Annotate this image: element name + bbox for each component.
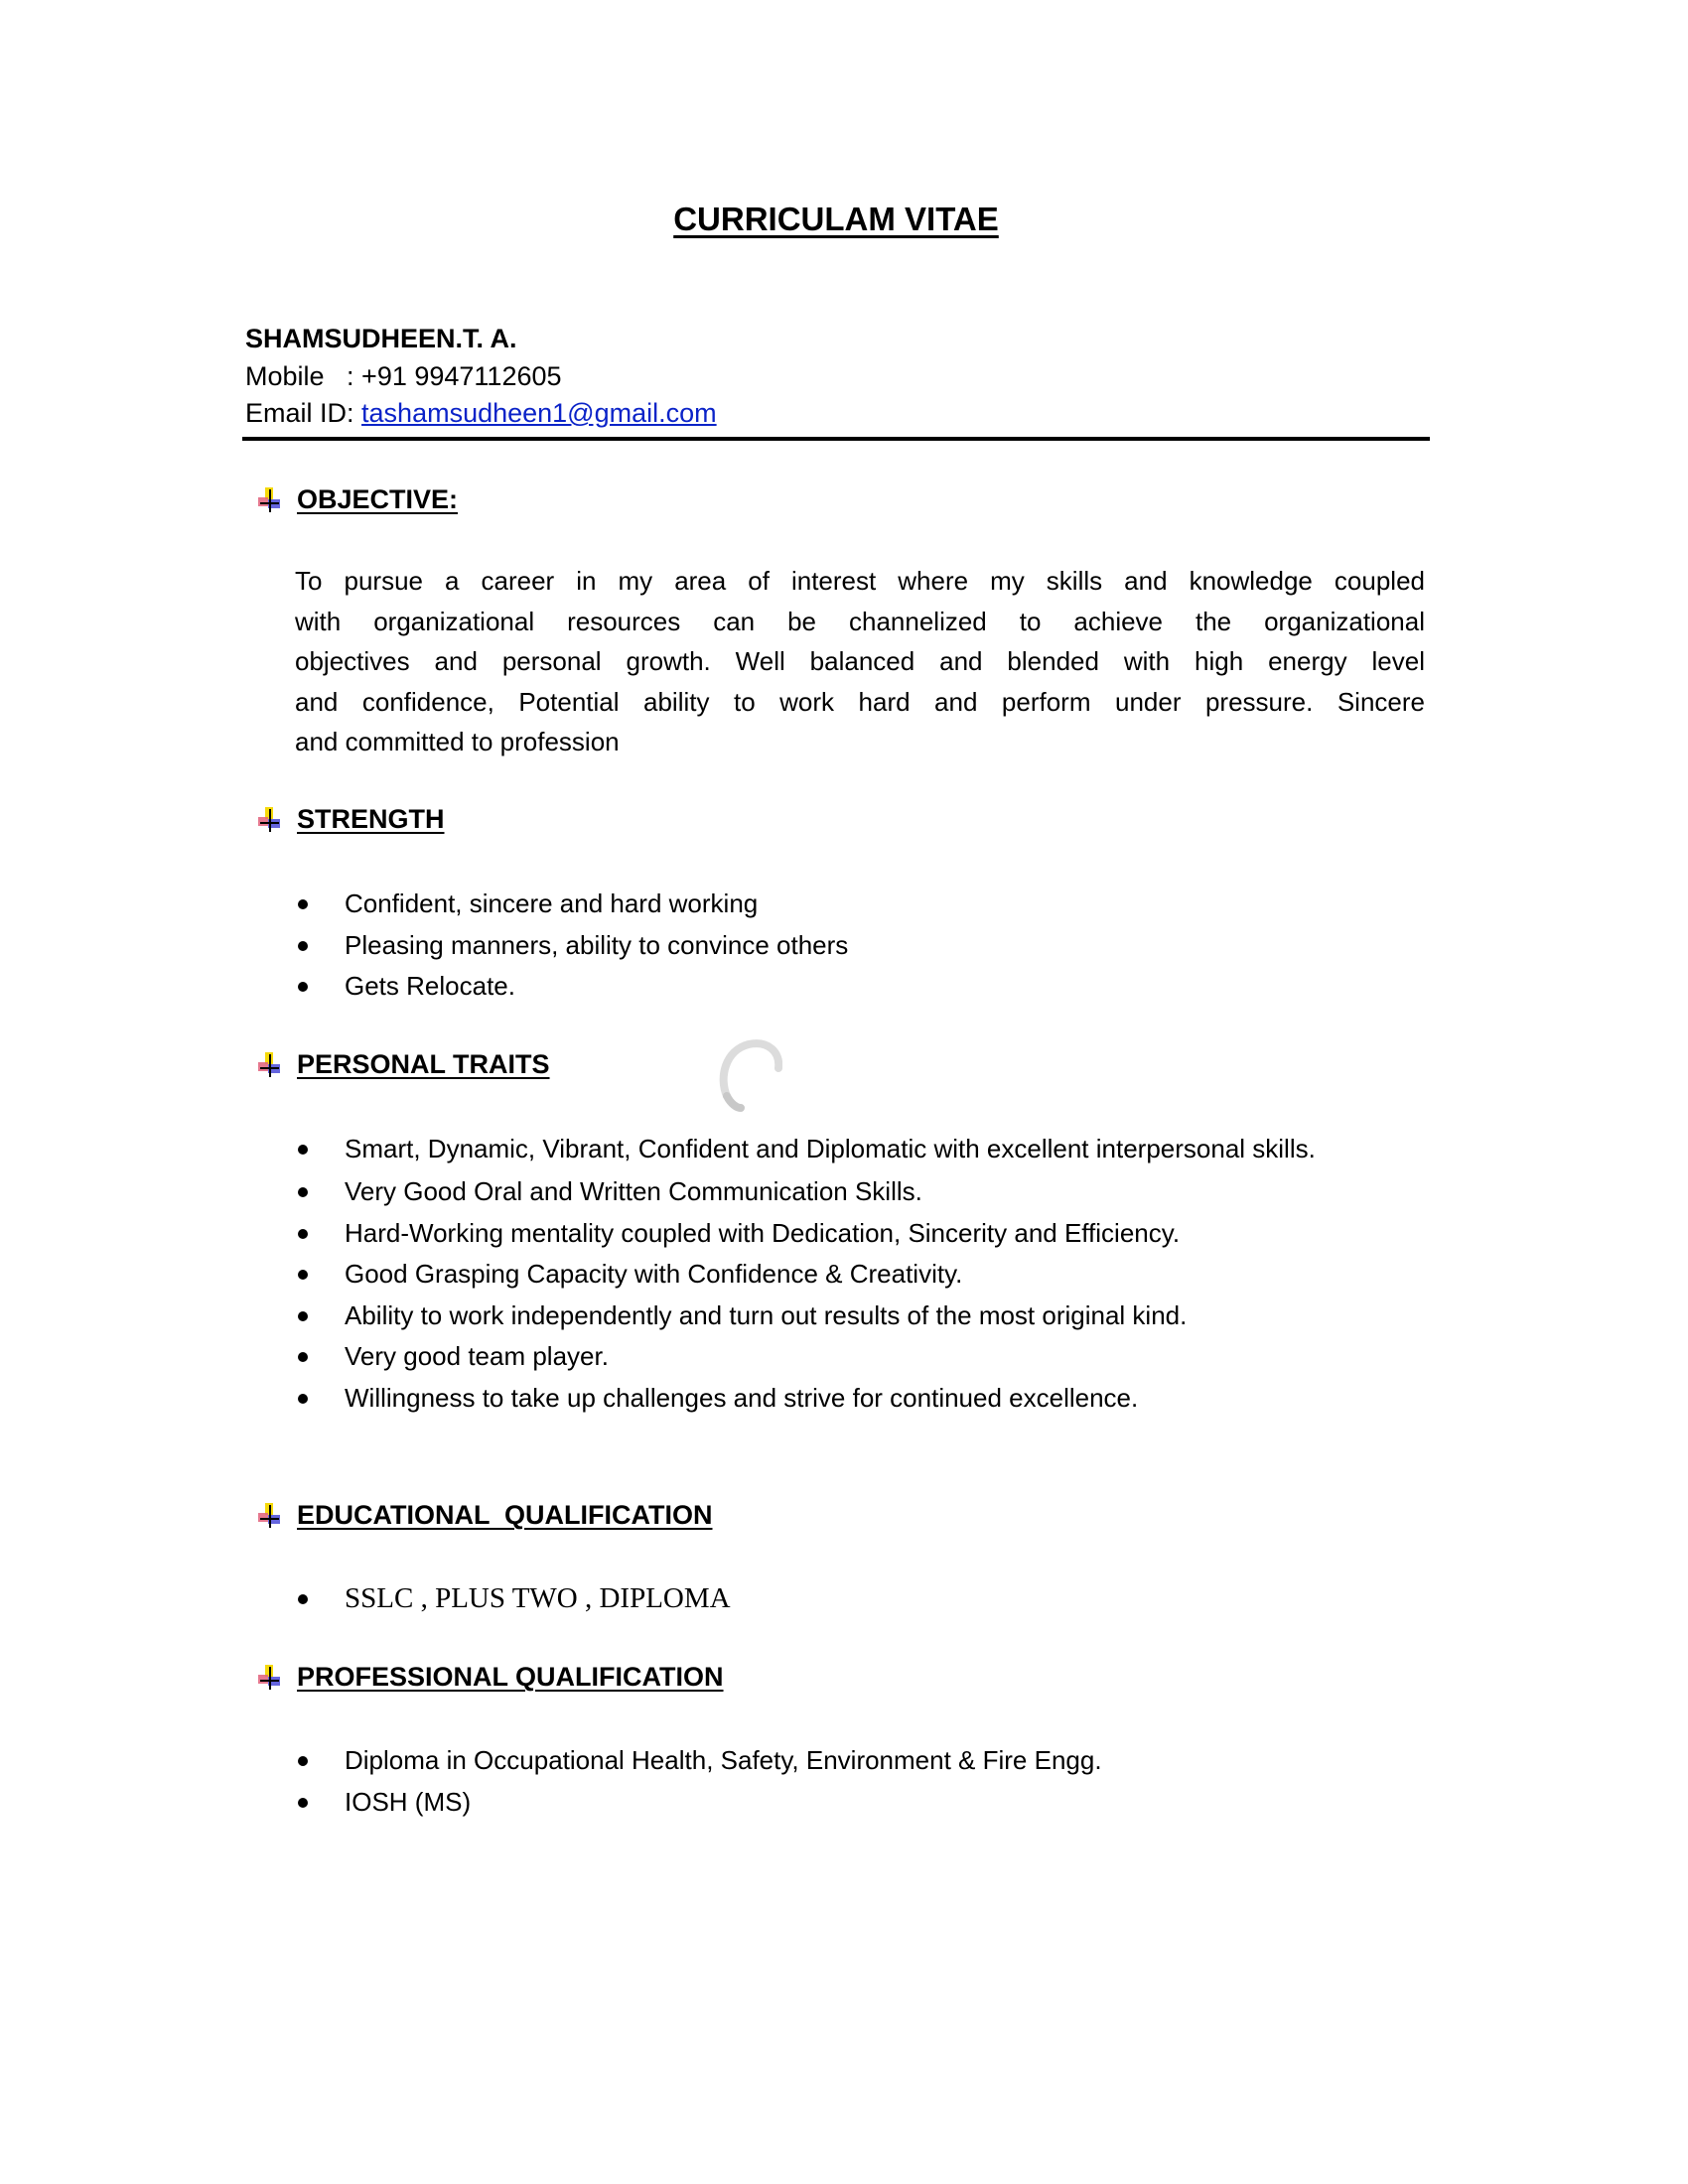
section-bullet-icon [258, 1503, 280, 1529]
list-item: Good Grasping Capacity with Confidence & Creativity. [295, 1254, 1427, 1296]
list-item: Confident, sincere and hard working [295, 884, 1427, 925]
professional-heading: PROFESSIONAL QUALIFICATION [258, 1662, 724, 1693]
section-bullet-icon [258, 807, 280, 833]
education-heading: EDUCATIONAL QUALIFICATION [258, 1500, 712, 1531]
loading-spinner-icon [717, 1038, 782, 1114]
list-item: Ability to work independently and turn out results of the most original kind. [295, 1296, 1427, 1337]
list-item: Pleasing manners, ability to convince others [295, 925, 1427, 967]
list-item: Very good team player. [295, 1336, 1427, 1378]
education-list [295, 1578, 1427, 1620]
section-bullet-icon [258, 1052, 280, 1078]
personal-traits-heading: PERSONAL TRAITS [258, 1049, 550, 1080]
list-item: Very Good Oral and Written Communication Skills. [295, 1171, 1427, 1213]
strength-heading: STRENGTH [258, 804, 445, 835]
list-item: Diploma in Occupational Health, Safety, Environment & Fire Engg. [295, 1740, 1427, 1782]
personal-traits-list [295, 1129, 1427, 1419]
list-item: Smart, Dynamic, Vibrant, Confident and Diplomatic with excellent interpersonal skills. [295, 1129, 1427, 1168]
candidate-name: SHAMSUDHEEN.T. A. [245, 324, 517, 353]
mobile-number: +91 9947112605 [361, 361, 562, 391]
email-line: Email ID: tashamsudheen1@gmail.com [245, 398, 717, 428]
list-item: IOSH (MS) [295, 1782, 1427, 1824]
header-divider [242, 437, 1430, 441]
professional-list [295, 1740, 1427, 1823]
list-item: Hard-Working mentality coupled with Dedication, Sincerity and Efficiency. [295, 1213, 1427, 1255]
list-item: SSLC , PLUS TWO , DIPLOMA [295, 1578, 1427, 1620]
list-item: Willingness to take up challenges and strive for continued excellence. [295, 1378, 1427, 1420]
list-item: Gets Relocate. [295, 966, 1427, 1008]
section-bullet-icon [258, 1665, 280, 1691]
document-title: CURRICULAM VITAE [673, 201, 999, 237]
email-link[interactable]: tashamsudheen1@gmail.com [361, 398, 717, 428]
objective-paragraph: To pursue a career in my area of interest where my skills and knowledge coupled with organizational resources can be channelized to achieve the organizational objectives and personal growth. Well balanced and blended with high energy level and confidence, Potential ability to work hard and perform under pressure. Sincere and committed to profession [295, 566, 1425, 756]
objective-heading: OBJECTIVE: [258, 484, 458, 515]
strength-list [295, 884, 1427, 1008]
mobile-line: Mobile : +91 9947112605 [245, 361, 562, 391]
section-bullet-icon [258, 487, 280, 513]
